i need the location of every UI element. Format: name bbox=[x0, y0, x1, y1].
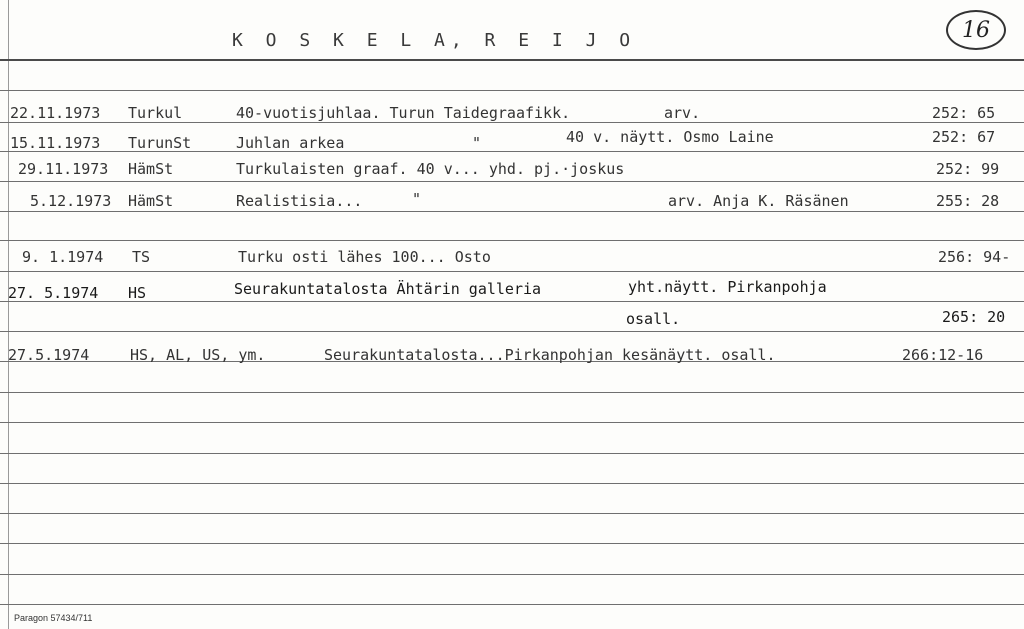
ruled-line bbox=[0, 604, 1024, 605]
entry-note: yht.näytt. Pirkanpohja bbox=[628, 278, 827, 296]
entry-source: Turkul bbox=[128, 104, 183, 122]
entry-ref: 256: 94- bbox=[938, 248, 1011, 266]
entry-date: 27.5.1974 bbox=[8, 346, 90, 364]
entry-note: osall. bbox=[626, 310, 681, 328]
entry-source: HS bbox=[128, 284, 147, 302]
entry-date: 27. 5.1974 bbox=[8, 284, 99, 302]
ruled-line bbox=[0, 181, 1024, 182]
entry-extra: " bbox=[412, 190, 422, 208]
ruled-line bbox=[0, 301, 1024, 302]
entry-date: 22.11.1973 bbox=[10, 104, 101, 122]
ruled-line bbox=[0, 331, 1024, 332]
ruled-line bbox=[0, 574, 1024, 575]
entry-ref: 266:12-16 bbox=[902, 346, 984, 364]
ruled-line bbox=[0, 513, 1024, 514]
entry-title: Juhlan arkea bbox=[236, 134, 345, 152]
entry-source: TS bbox=[132, 248, 151, 266]
ruled-line bbox=[0, 422, 1024, 423]
entry-date: 5.12.1973 bbox=[30, 192, 112, 210]
entry-ref: 265: 20 bbox=[942, 308, 1006, 326]
entry-title: Turku osti lähes 100... Osto bbox=[238, 248, 491, 266]
entry-source: TurunSt bbox=[128, 134, 192, 152]
entry-title: Realistisia... bbox=[236, 192, 363, 210]
entry-ref: 252: 99 bbox=[936, 160, 1000, 178]
card-number-circle bbox=[946, 10, 1006, 50]
entry-date: 15.11.1973 bbox=[10, 134, 101, 152]
entry-source: HämSt bbox=[128, 192, 174, 210]
entry-note: 40 v. näytt. Osmo Laine bbox=[566, 128, 774, 146]
ruled-line bbox=[0, 211, 1024, 212]
card-number: 16 bbox=[962, 17, 990, 43]
entry-note: arv. Anja K. Räsänen bbox=[668, 192, 849, 210]
entry-extra: " bbox=[472, 134, 482, 152]
entry-source: HämSt bbox=[128, 160, 174, 178]
ruled-line bbox=[0, 483, 1024, 484]
entry-ref: 255: 28 bbox=[936, 192, 1000, 210]
entry-date: 9. 1.1974 bbox=[22, 248, 104, 266]
form-number: Paragon 57434/711 bbox=[14, 613, 93, 623]
entry-ref: 252: 65 bbox=[932, 104, 996, 122]
ruled-line bbox=[0, 122, 1024, 123]
entry-title: Turkulaisten graaf. 40 v... yhd. pj.·joskus bbox=[236, 160, 625, 178]
header-rule bbox=[0, 59, 1024, 61]
entry-date: 29.11.1973 bbox=[18, 160, 109, 178]
ruled-line bbox=[0, 453, 1024, 454]
entry-ref: 252: 67 bbox=[932, 128, 996, 146]
entry-title: Seurakuntatalosta Ähtärin galleria bbox=[234, 280, 542, 298]
entry-source: HS, AL, US, ym. bbox=[130, 346, 266, 364]
margin-line bbox=[8, 0, 9, 629]
ruled-line bbox=[0, 240, 1024, 241]
card-title: K O S K E L A, R E I J O bbox=[232, 30, 637, 51]
ruled-line bbox=[0, 392, 1024, 393]
entry-title: Seurakuntatalosta...Pirkanpohjan kesänäytt. osall. bbox=[324, 346, 776, 364]
ruled-line bbox=[0, 543, 1024, 544]
entry-extra: arv. bbox=[664, 104, 701, 122]
entry-title: 40-vuotisjuhlaa. Turun Taidegraafikk. bbox=[236, 104, 571, 122]
ruled-line bbox=[0, 90, 1024, 91]
ruled-line bbox=[0, 271, 1024, 272]
